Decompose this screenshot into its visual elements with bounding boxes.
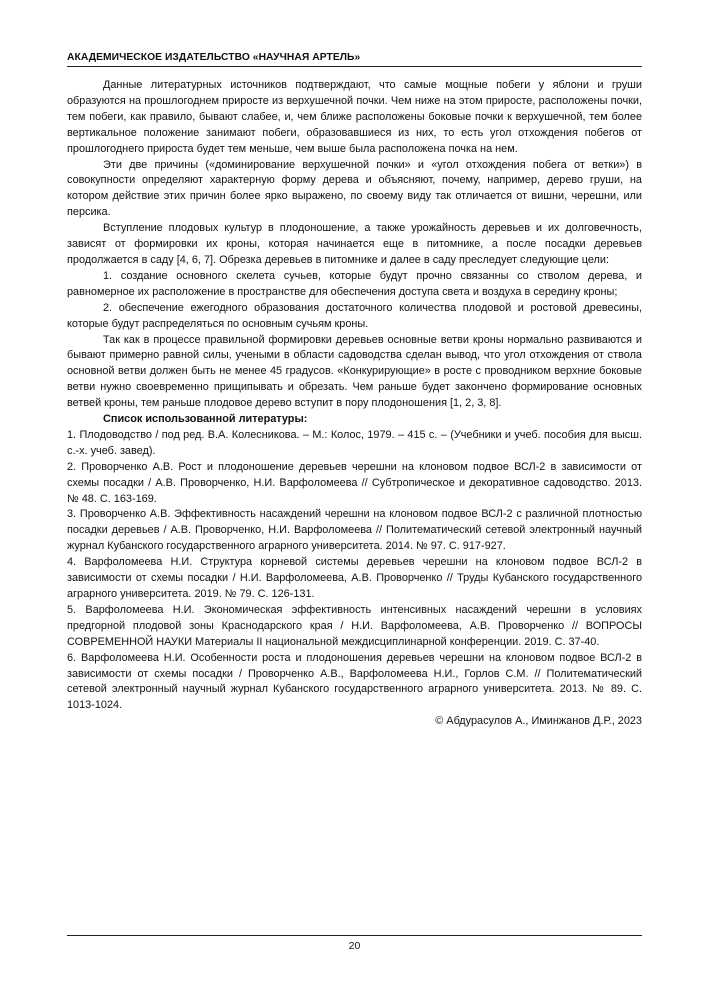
body-paragraph: Так как в процессе правильной формировки деревьев основные ветви кроны нормально развиваются и бывают примерно равной силы, учеными в области садоводства сделан вывод, что угол отхождения от ствола основной ветви должен быть не менее 45 градусов. «Конкурирующие» в росте с проводником верхние боковые ветви нужно своевременно прищипывать и обрезать. Чем раньше будет закончено формирование основных ветвей кроны, тем раньше плодовое дерево вступит в пору плодоношения [1, 2, 3, 8]. bbox=[67, 333, 642, 410]
header-divider bbox=[67, 66, 642, 67]
reference-item: 1. Плодоводство / под ред. В.А. Колесникова. – М.: Колос, 1979. – 415 с. – (Учебники и учеб. пособия для высш. с.-х. учеб. завед). bbox=[67, 428, 642, 457]
body-paragraph: Данные литературных источников подтверждают, что самые мощные побеги у яблони и груши образуются на прошлогоднем приросте из верхушечной почки. Чем ниже на этом приросте, расположены почки, тем побеги, как правило, бывают слабее, и, чем ближе расположены боковые почки к верхушечной, тем более вертикальное положение занимают побеги, образовавшиеся из них, то есть угол отхождения побегов от прошлогоднего прироста будет тем меньше, чем выше была расположена почка на нем. bbox=[67, 79, 642, 155]
reference-item: 4. Варфоломеева Н.И. Структура корневой системы деревьев черешни на клоновом подвое ВСЛ-2 в зависимости от схемы посадки / Н.И. Варфоломеева, А.В. Проворченко // Труды Кубанского государственного аграрного университета. 2019. № 79. С. 126-131. bbox=[67, 556, 642, 600]
reference-item: 5. Варфоломеева Н.И. Экономическая эффективность интенсивных насаждений черешни в условиях предгорной плодовой зоны Краснодарского края / Н.И. Варфоломеева, А.В. Проворченко // ВОПРОСЫ СОВРЕМЕННОЙ НАУКИ Материалы II национальной междисциплинарной конференции. 2019. С. 37-40. bbox=[67, 603, 642, 648]
running-header: АКАДЕМИЧЕСКОЕ ИЗДАТЕЛЬСТВО «НАУЧНАЯ АРТЕЛЬ» bbox=[67, 52, 361, 63]
copyright-line: © Абдурасулов А., Иминжанов Д.Р., 2023 bbox=[435, 715, 642, 728]
body-paragraph: Эти две причины («доминирование верхушечной почки» и «угол отхождения побега от ветки») в совокупности определяют характерную форму дерева и объясняют, почему, например, дерево груши, на котором действие этих причин более ярко выражено, по своему виду так отличается от вишни, черешни, или персика. bbox=[67, 158, 642, 219]
goal-item: 2. обеспечение ежегодного образования достаточного количества плодовой и ростовой древесины, которые будут распределяться по основным сучьям кроны. bbox=[67, 301, 642, 330]
footer-divider bbox=[67, 935, 642, 936]
page-content bbox=[67, 78, 642, 730]
goal-item: 1. создание основного скелета сучьев, которые будут прочно связанны со стволом дерева, и равномерное их расположение в пространстве для обеспечения доступа света и воздуха в середину кроны; bbox=[67, 269, 642, 298]
references-title: Список использованной литературы: bbox=[103, 413, 308, 426]
reference-item: 3. Проворченко А.В. Эффективность насаждений черешни на клоновом подвое ВСЛ-2 с различной плотностью посадки деревьев / А.В. Проворченко, Н.И. Варфоломеева // Политематический сетевой электронный научный журнал Кубанского государственного аграрного университета. 2014. № 97. С. 917-927. bbox=[67, 508, 642, 553]
body-paragraph: Вступление плодовых культур в плодоношение, а также урожайность деревьев и их долговечность, зависят от формировки их кроны, которая начинается еще в питомнике, а после посадки деревьев продолжается в саду [4, 6, 7]. Обрезка деревьев в питомнике и далее в саду преследует следующие цели: bbox=[67, 222, 642, 266]
reference-item: 6. Варфоломеева Н.И. Особенности роста и плодоношения деревьев черешни на клоновом подвое ВСЛ-2 в зависимости от схемы посадки / Проворченко А.В., Варфоломеева Н.И., Горлов С.М. // Политематический сетевой электронный научный журнал Кубанского государственного аграрного университета. 2013. № 89. С. 1013-1024. bbox=[67, 651, 642, 712]
page-number: 20 bbox=[348, 940, 361, 952]
reference-item: 2. Проворченко А.В. Рост и плодоношение деревьев черешни на клоновом подвое ВСЛ-2 в зависимости от схемы посадки / А.В. Проворченко, Н.И. Варфоломеева // Субтропическое и декоративное садоводство. 2013. № 48. С. 163-169. bbox=[67, 460, 642, 505]
